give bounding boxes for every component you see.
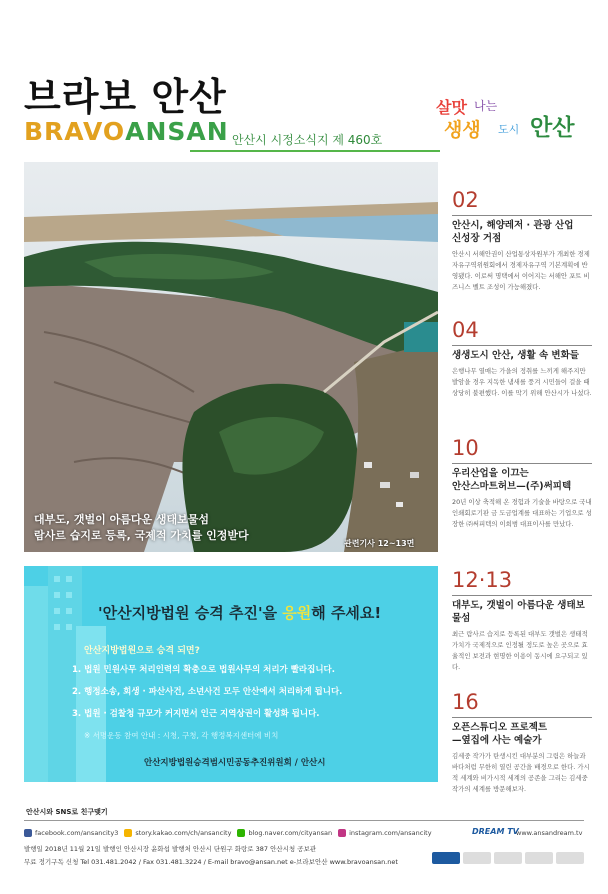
sns-links [24,829,454,837]
story-divider [452,717,592,718]
aerial-illustration [24,162,438,552]
story-4[interactable] [452,690,592,795]
kakao-story-icon [124,829,132,837]
sns-link-text: story.kakao.com/ch/ansancity [135,829,232,837]
cover-caption-line-1: 대부도, 갯벌이 아름다운 생태보물섬 [34,513,210,526]
city-slogan [436,95,596,145]
story-1[interactable] [452,318,592,399]
cover-caption [34,512,249,544]
banner-organization: 안산지방법원승격범시민공동추진위원회 / 안산시 [144,758,326,768]
banner-title [98,602,381,623]
facebook-icon [24,829,32,837]
banner-benefit-1: 1. 법원 민원사무 처리인력의 확충으로 법원사무의 처리가 빨라집니다. [72,665,335,675]
logo-english-part-ansan: ANSAN [125,117,229,146]
court-campaign-banner [24,566,438,782]
banner-title-a: '안산지방법원 승격 추진' [98,604,263,622]
related-article-tag: 관련기사 12~13면 [344,539,415,548]
logo-english-part-bravo: BRAVO [24,117,126,146]
issue-number: 안산시 시정소식지 제 460호 [232,133,383,147]
slogan-part-1: 살맛 [436,98,467,117]
story-headline: 대부도, 갯벌이 아름다운 생태보물섬 [452,600,585,624]
story-summary: 20년 이상 축적해 온 경험과 기술을 바탕으로 국내 인쇄회로기판 금 도금업계를 대표하는 기업으로 성장한 ㈜써피텍의 이희범 대표이사를 만났다. [452,498,592,528]
story-page-number: 12·13 [452,568,513,592]
story-summary: 안산시 서해안권이 산업통상자원부가 개최한 경제자유구역위원회에서 경제자유구역 기본계획에 반영됐다. 이로써 명택에서 이어지는 서해안 포트 비즈니스 벨트 조성이 가능해졌다. [452,250,590,291]
instagram-icon [338,829,346,837]
subscription-info: 무료 정기구독 신청 Tel 031.481.2042 / Fax 031.481.3224 / E-mail bravo@ansan.net e-브라보안산 www.bravoansan.net [24,858,398,866]
story-page-number: 10 [452,436,479,460]
sns-link[interactable] [24,829,118,837]
dreamtv-logo: DREAM TV [472,827,519,836]
banner-benefit-2: 2. 행정소송, 회생 · 파산사건, 소년사건 모두 안산에서 처리하게 됩니다. [72,687,343,697]
banner-title-d: 해 주세요! [311,604,382,622]
story-2[interactable] [452,436,592,530]
sns-link-text: instagram.com/ansancity [349,829,432,837]
story-summary: 김세중 작가가 탄생시킨 대부분의 그림은 하늘과 바다처럼 무한히 열린 공간을 배경으로 한다. 가시적 세계와 비가시적 세계의 공존을 그리는 김세중 작가의 세계를 방문해보자. [452,752,590,793]
footer-divider [24,820,584,821]
slogan-part-3: 생생 [444,119,481,141]
slogan-part-5: 안산 [530,115,575,141]
story-divider [452,463,592,464]
story-divider [452,345,592,346]
story-headline: 오픈스튜디오 프로젝트 —옆집에 사는 예술가 [452,722,548,746]
sns-link-text: facebook.com/ansancity3 [35,829,119,837]
story-headline: 안산시, 해양레저 · 관광 산업 신성장 거점 [452,220,574,244]
partner-logo [432,852,460,864]
sns-link[interactable] [338,829,431,837]
logo-english [24,117,229,146]
partner-logo [494,852,522,864]
story-divider [452,595,592,596]
story-summary: 최근 람사르 습지로 등록된 대부도 갯벌은 생태적 가치가 국제적으로 인정될 정도로 높은 곳으로 효율적인 보전과 현명한 이용이 동시에 요구되고 있다. [452,630,588,671]
issue-underline [190,150,440,152]
sns-link-text: blog.naver.com/cityansan [248,829,333,837]
slogan-part-2: 나는 [474,99,498,113]
banner-subtitle: 안산지방법원으로 승격 되면? [84,646,200,656]
story-divider [452,215,592,216]
dreamtv-url[interactable]: www.ansandream.tv [516,829,583,837]
story-headline: 우리산업을 이끄는 안산스마트허브—(주)써피텍 [452,468,572,492]
publication-info: 발행일 2018년 11월 21일 발행인 안산시장 윤화섭 발행처 안산시 단원구 화랑로 387 안산시청 공보관 [24,845,317,853]
partner-logos [432,852,584,864]
partner-logo [525,852,553,864]
banner-title-b: 을 [262,604,283,622]
banner-benefit-3: 3. 법원 · 검찰청 규모가 커지면서 인근 지역상권이 활성화 됩니다. [72,709,320,719]
sns-label: 안산시와 SNS로 친구맺기 [26,808,108,816]
story-page-number: 16 [452,690,479,714]
partner-logo [463,852,491,864]
story-page-number: 02 [452,188,479,212]
logo-korean: 브라보 안산 [24,75,227,119]
story-3[interactable] [452,568,592,673]
story-0[interactable] [452,188,592,293]
slogan-part-4: 도시 [498,123,520,136]
cover-caption-line-2: 람사르 습지로 등록, 국제적 가치를 인정받다 [34,529,249,542]
story-summary: 은행나무 열매는 가을의 정취를 느끼게 해주지만 발암을 경우 지독한 냄새를 풍겨 시민들이 걸을 때 상당히 불편했다. 이를 막기 위해 안산시가 나섰다. [452,367,592,397]
sns-link[interactable] [237,829,332,837]
sns-link[interactable] [124,829,231,837]
cover-aerial-photo [24,162,438,552]
banner-title-c: 응원 [282,604,312,622]
story-page-number: 04 [452,318,479,342]
banner-signature-note: ※ 서명운동 참여 안내 : 시청, 구청, 각 행정복지센터에 비치 [84,731,279,740]
partner-logo [556,852,584,864]
story-headline: 생생도시 안산, 생활 속 변화들 [452,350,579,361]
naver-blog-icon [237,829,245,837]
